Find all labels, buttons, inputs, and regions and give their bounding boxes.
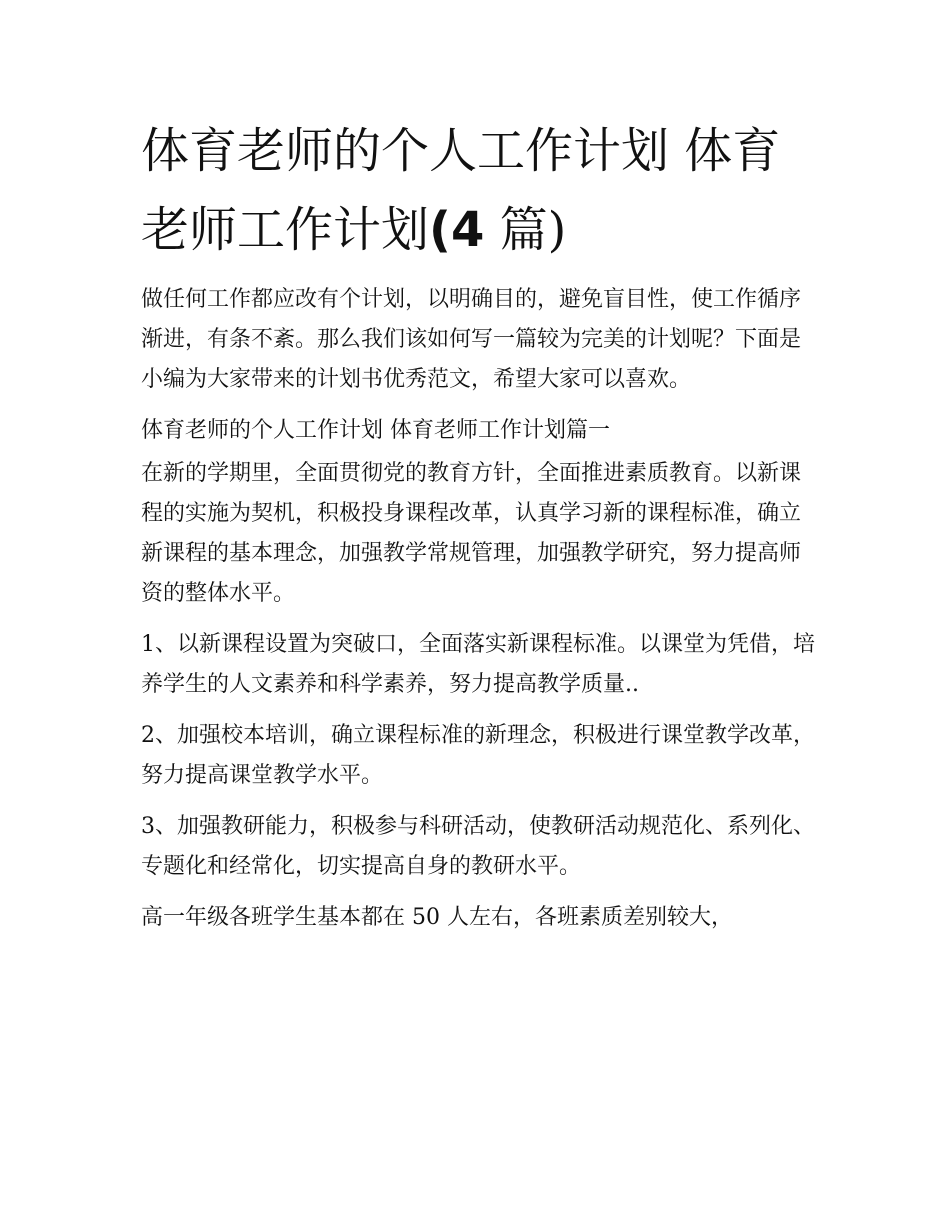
title-line-1: 体育老师的个人工作计划 体育 <box>141 123 781 179</box>
section-heading: 体育老师的个人工作计划 体育老师工作计划篇一 <box>141 418 610 443</box>
list-item-2: 2、加强校本培训，确立课程标准的新理念，积极进行课堂教学改革，努力提高课堂教学水平。 <box>141 723 815 788</box>
document-body <box>141 280 815 949</box>
intro-paragraph: 做任何工作都应改有个计划，以明确目的，避免盲目性，使工作循序渐进，有条不紊。那么我们该如何写一篇较为完美的计划呢？下面是小编为大家带来的计划书优秀范文，希望大家可以喜欢。 <box>141 287 802 392</box>
document-title <box>141 112 821 270</box>
title-line-2: 老师工作计划 <box>141 202 430 258</box>
list-item-3: 3、加强教研能力，积极参与科研活动，使教研活动规范化、系列化、专题化和经常化，切实提高自身的教研水平。 <box>141 814 815 879</box>
body-paragraph: 在新的学期里，全面贯彻党的教育方针，全面推进素质教育。以新课程的实施为契机，积极投身课程改革，认真学习新的课程标准，确立新课程的基本理念，加强教学常规管理，加强教学研究，努力提高师资的整体水平。 <box>141 461 802 606</box>
body-paragraph-continued: 高一年级各班学生基本都在 50 人左右，各班素质差别较大， <box>141 905 733 930</box>
title-tail: 篇) <box>484 202 567 258</box>
title-count: (4 <box>429 202 485 258</box>
list-item-1: 1、以新课程设置为突破口，全面落实新课程标准。以课堂为凭借，培养学生的人文素养和科学素养，努力提高教学质量.. <box>141 632 815 697</box>
